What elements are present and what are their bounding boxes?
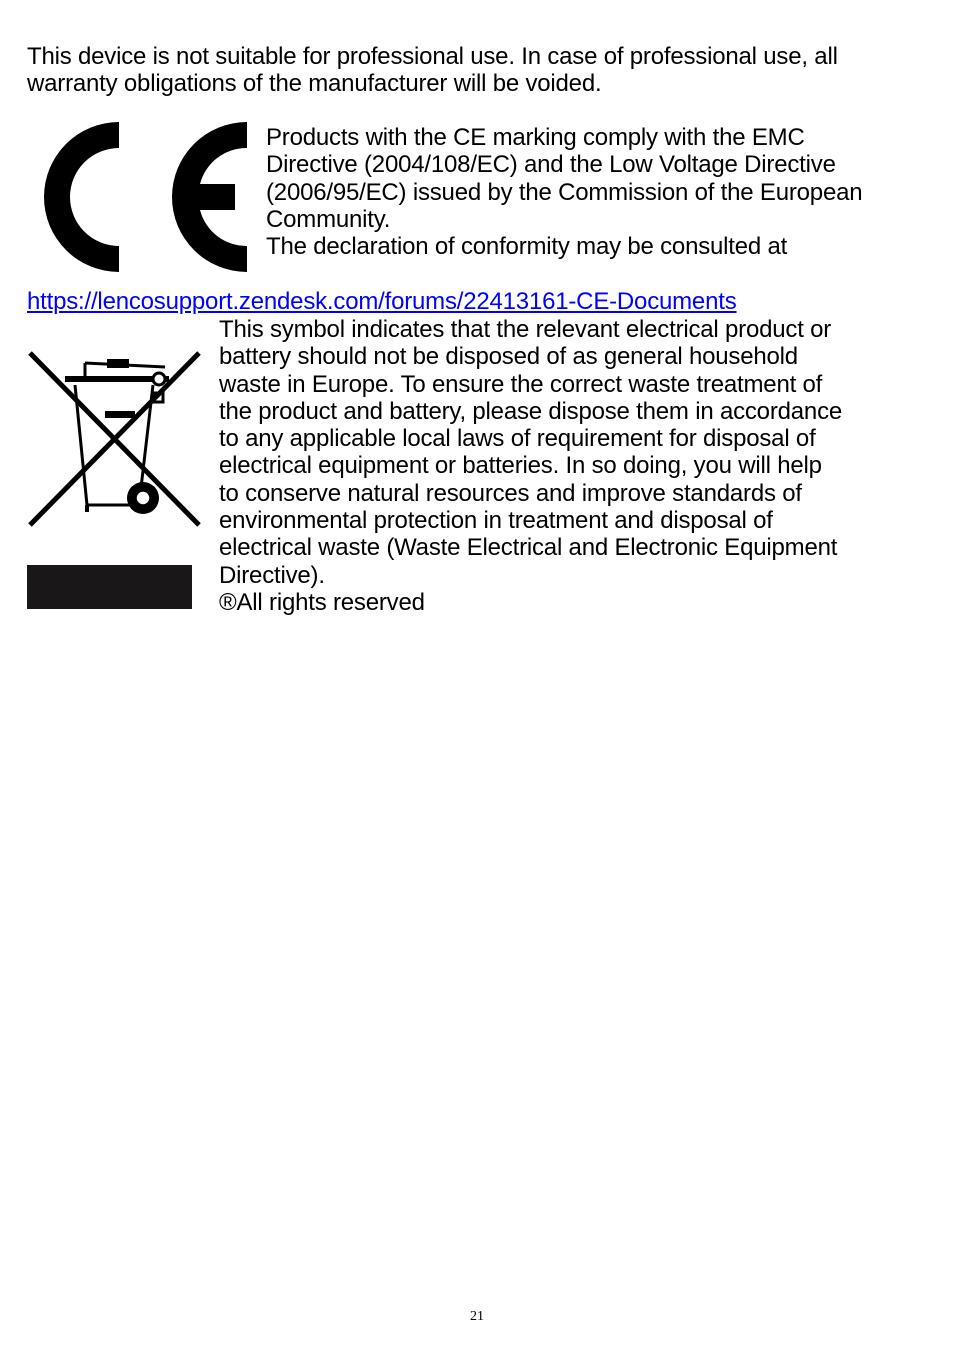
weee-bar [27,565,192,609]
weee-line: electrical waste (Waste Electrical and Electronic Equipment [219,534,838,562]
weee-line: Directive). [219,561,325,589]
weee-line: to conserve natural resources and improve standards of [219,479,802,507]
ce-line: (2006/95/EC) issued by the Commission of the European [266,178,863,206]
ce-line: Directive (2004/108/EC) and the Low Voltage Directive [266,151,836,179]
weee-line: environmental protection in treatment and disposal of [219,507,773,535]
weee-line: to any applicable local laws of requirement for disposal of [219,425,816,453]
weee-line: waste in Europe. To ensure the correct waste treatment of [219,370,823,398]
ce-line: Products with the CE marking comply with the EMC [266,124,805,151]
ce-documents-link[interactable]: https://lencosupport.zendesk.com/forums/22413161-CE-Documents [27,288,737,315]
ce-line: The declaration of conformity may be consulted at [266,233,788,261]
ce-marking-icon [35,122,247,272]
weee-line: This symbol indicates that the relevant electrical product or [219,316,832,343]
rights-reserved: ®All rights reserved [219,588,425,616]
weee-line: battery should not be disposed of as general household [219,343,798,371]
weee-line: the product and battery, please dispose them in accordance [219,397,843,425]
crossed-out-wheelie-bin-icon [27,345,207,535]
ce-declaration-text [266,124,936,260]
intro-paragraph: This device is not suitable for professional use. In case of professional use, all warranty obligations of the manufacturer will be voided. [27,43,838,97]
ce-line: Community. [266,205,391,233]
weee-disposal-text [219,316,934,616]
weee-line: electrical equipment or batteries. In so doing, you will help [219,452,822,480]
page-number: 21 [470,1309,484,1324]
